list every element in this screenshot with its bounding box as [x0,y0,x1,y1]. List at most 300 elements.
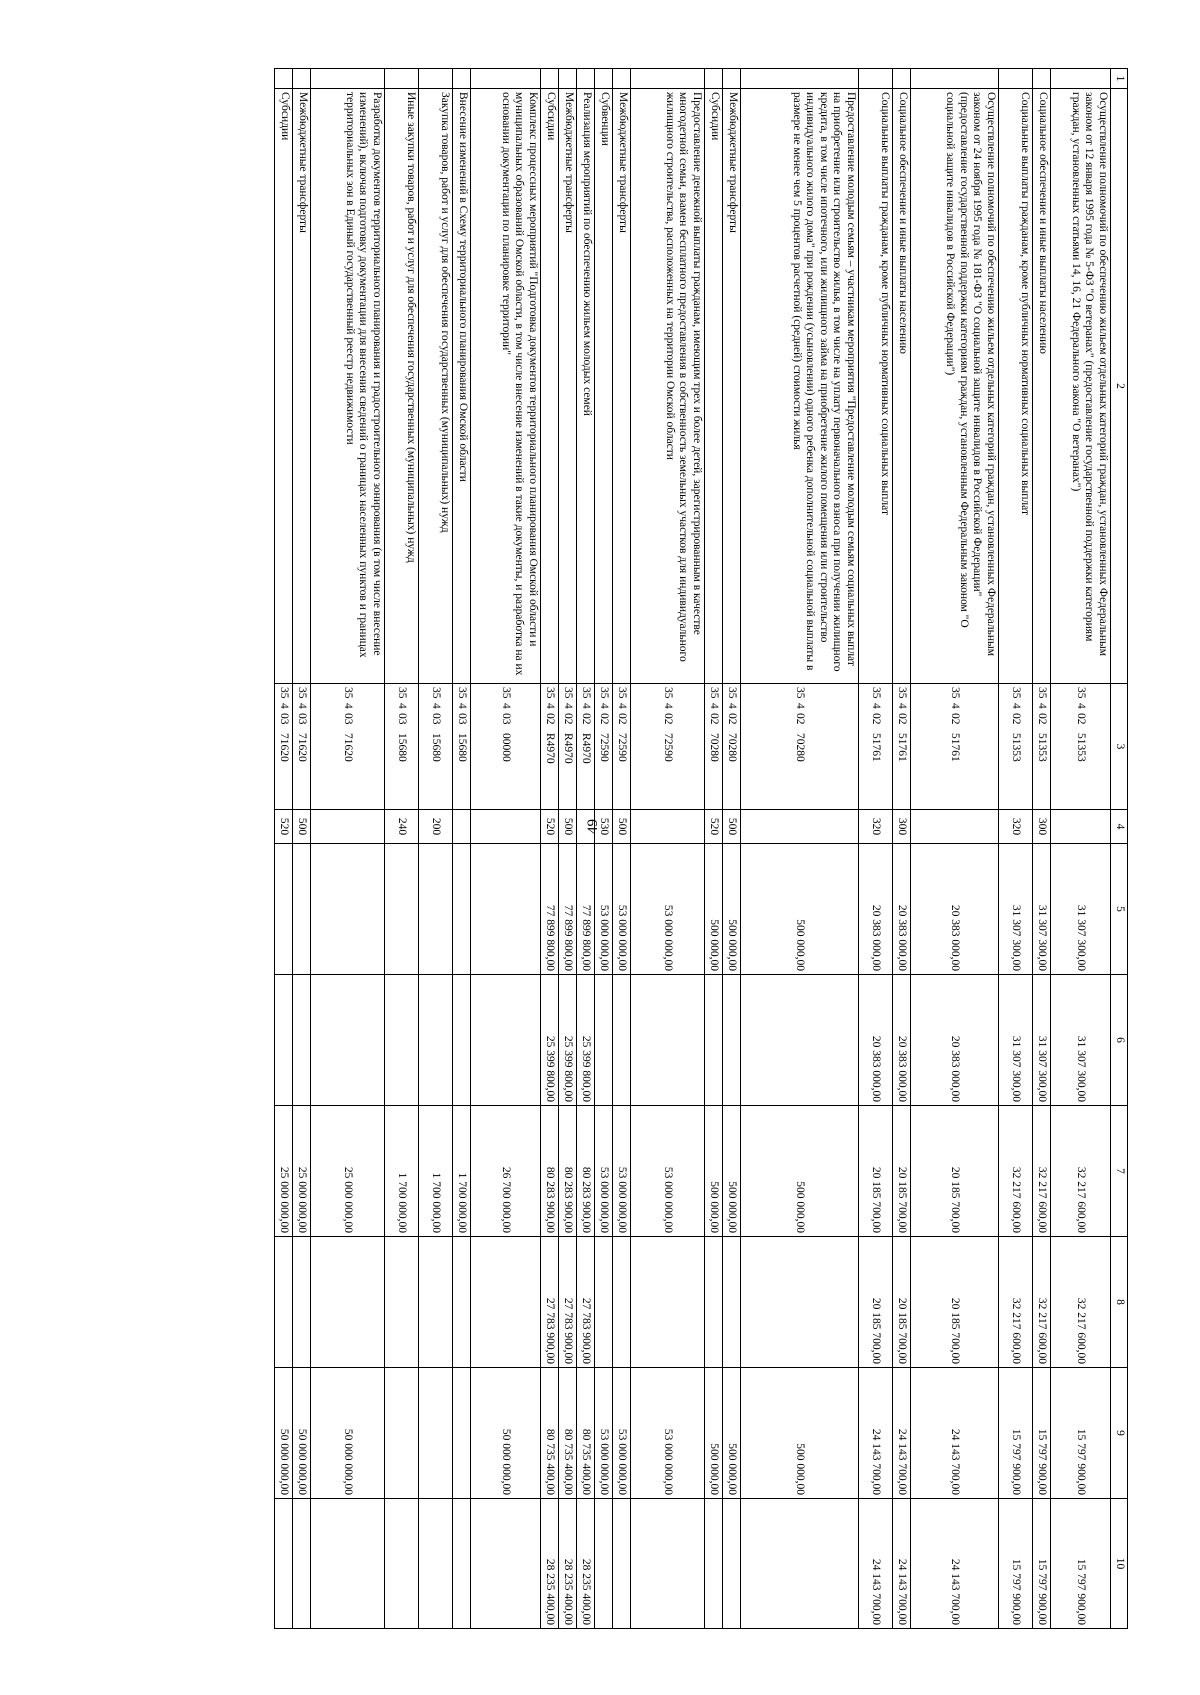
amount-cell-7: 25 000 000,00 [275,1106,293,1237]
expense-type-code: 500 [613,810,631,844]
code-part: 03 [278,713,291,725]
code-part: 70280 [794,733,807,762]
code-part: 4 [396,703,409,709]
amount-cell-10 [293,1499,311,1629]
code-part: 71620 [296,733,309,762]
budget-code [911,684,999,810]
code-part: 35 [598,687,611,699]
code-part: 02 [1075,713,1088,725]
budget-code [999,684,1033,810]
code-part: 51353 [1010,733,1023,762]
amount-cell-6: 25 399 800,00 [541,975,559,1106]
amount-cell-6: 25 399 800,00 [559,975,577,1106]
amount-cell-7: 32 217 600,00 [1051,1106,1111,1237]
budget-code [293,684,311,810]
expense-type-code: 320 [859,810,893,844]
table-row [471,69,541,1629]
table-row [705,69,723,1629]
amount-cell-10: 15 797 900,00 [1033,1499,1051,1629]
budget-code [577,684,595,810]
amount-cell-6: 31 307 300,00 [999,975,1033,1106]
row-number-cell [453,69,471,89]
code-part: 35 [456,687,469,699]
amount-cell-5 [293,844,311,975]
amount-cell-5 [453,844,471,975]
row-number-cell [1033,69,1051,89]
table-row [385,69,419,1629]
amount-cell-9: 80 735 400,00 [577,1368,595,1499]
row-name: Комплекс процессных мероприятий "Подготовка документов территориального планирования Омской области и муниципальных образований Омской области, в том числе внесение изменений в такие документы, и разработка на их основании документации по планировке территории" [471,89,541,684]
amount-cell-10: 28 235 400,00 [559,1499,577,1629]
code-part: 02 [870,713,883,725]
code-part: 4 [580,703,593,709]
code-part: 71620 [342,733,355,762]
budget-code [705,684,723,810]
budget-code [275,684,293,810]
code-part: 4 [456,703,469,709]
table-row [293,69,311,1629]
code-part: 4 [296,703,309,709]
amount-cell-10 [419,1499,453,1629]
row-name: Межбюджетные трансферты [613,89,631,684]
amount-cell-8: 20 185 700,00 [893,1237,911,1368]
amount-cell-6: 31 307 300,00 [1033,975,1051,1106]
row-number-cell [1051,69,1111,89]
amount-cell-6: 20 383 000,00 [911,975,999,1106]
amount-cell-8 [311,1237,385,1368]
amount-cell-7: 20 185 700,00 [859,1106,893,1237]
expense-type-code: 520 [541,810,559,844]
row-number-cell [559,69,577,89]
table-row [1051,69,1111,1629]
amount-cell-9: 80 735 400,00 [541,1368,559,1499]
amount-cell-10: 15 797 900,00 [1051,1499,1111,1629]
expense-type-code: 200 [419,810,453,844]
code-part: 51353 [1036,733,1049,762]
col-header-2: 2 [1111,89,1128,684]
amount-cell-7: 26 700 000,00 [471,1106,541,1237]
code-part: 70280 [708,733,721,762]
code-part: 72590 [616,733,629,762]
code-part: R4970 [580,733,593,764]
amount-cell-9: 50 000 000,00 [275,1368,293,1499]
code-part: 35 [562,687,575,699]
row-name: Предоставление молодым семьям – участникам мероприятия "Предоставление молодым семьям социальных выплат на приобретение или строительство жилья, в том числе на уплату первоначального взноса при получении жилищного кредита, в том числе ипотечного, или жилищного займа на приобретение жилого помещения или строительство индивидуального жилого дома" при рождении (усыновлении) одного ребенка дополнительной социальной выплаты в размере не менее чем 5 процентов расчетной (средней) стоимости жилья [741,89,859,684]
budget-code [311,684,385,810]
expense-type-code [577,810,595,844]
table-row [559,69,577,1629]
code-part: 51761 [896,733,909,762]
row-number-cell [999,69,1033,89]
amount-cell-10 [595,1499,613,1629]
amount-cell-7: 53 000 000,00 [613,1106,631,1237]
row-name: Межбюджетные трансферты [723,89,741,684]
code-part: 4 [562,703,575,709]
amount-cell-9: 15 797 900,00 [999,1368,1033,1499]
expense-type-code: 520 [275,810,293,844]
amount-cell-9: 53 000 000,00 [631,1368,705,1499]
amount-cell-6: 25 399 800,00 [577,975,595,1106]
row-name: Иные закупки товаров, работ и услуг для обеспечения государственных (муниципальных) нужд [385,89,419,684]
amount-cell-7: 500 000,00 [741,1106,859,1237]
budget-code [453,684,471,810]
amount-cell-9: 24 143 700,00 [911,1368,999,1499]
amount-cell-7: 1 700 000,00 [419,1106,453,1237]
code-part: 15680 [456,733,469,762]
amount-cell-10 [741,1499,859,1629]
row-name: Внесение изменений в Схему территориального планирования Омской области [453,89,471,684]
amount-cell-9: 50 000 000,00 [293,1368,311,1499]
amount-cell-5: 500 000,00 [723,844,741,975]
code-part: 70280 [726,733,739,762]
row-name: Закупка товаров, работ и услуг для обеспечения государственных (муниципальных) нужд [419,89,453,684]
budget-code [541,684,559,810]
code-part: 4 [662,703,675,709]
amount-cell-9: 80 735 400,00 [559,1368,577,1499]
amount-cell-6 [471,975,541,1106]
amount-cell-9: 50 000 000,00 [311,1368,385,1499]
row-name: Субвенции [595,89,613,684]
amount-cell-10 [471,1499,541,1629]
expense-type-code: 300 [893,810,911,844]
code-part: 4 [342,703,355,709]
budget-table [274,68,1128,1629]
table-row [723,69,741,1629]
row-name: Осуществление полномочий по обеспечению жильем отдельных категорий граждан, установленных Федеральным законом от 24 ноября 1995 года № 181-ФЗ "О социальной защите инвалидов в Российской Федерации" (предоставление государственной поддержки категориям граждан, установленным Федеральным законом "О социальной защите инвалидов в Российской Федерации") [911,89,999,684]
row-name: Субсидии [541,89,559,684]
amount-cell-9: 500 000,00 [723,1368,741,1499]
code-part: 51761 [949,733,962,762]
code-part: 03 [430,713,443,725]
row-number-cell [631,69,705,89]
code-part: 72590 [662,733,675,762]
code-part: 35 [580,687,593,699]
expense-type-code: 500 [723,810,741,844]
row-number-cell [541,69,559,89]
row-number-cell [705,69,723,89]
row-number-cell [385,69,419,89]
amount-cell-7: 32 217 600,00 [999,1106,1033,1237]
amount-cell-7: 80 283 900,00 [559,1106,577,1237]
row-number-cell [741,69,859,89]
code-part: 02 [708,713,721,725]
amount-cell-7: 500 000,00 [705,1106,723,1237]
amount-cell-7: 32 217 600,00 [1033,1106,1051,1237]
amount-cell-7: 53 000 000,00 [631,1106,705,1237]
amount-cell-6 [631,975,705,1106]
amount-cell-5 [471,844,541,975]
code-part: 02 [544,713,557,725]
budget-code [893,684,911,810]
row-name: Социальное обеспечение и иные выплаты населению [893,89,911,684]
row-number-cell [911,69,999,89]
code-part: 35 [726,687,739,699]
code-part: R4970 [544,733,557,764]
amount-cell-7: 80 283 900,00 [541,1106,559,1237]
code-part: 35 [396,687,409,699]
row-name: Реализация мероприятий по обеспечению жильем молодых семей [577,89,595,684]
expense-type-code [1051,810,1111,844]
amount-cell-8: 27 783 900,00 [541,1237,559,1368]
code-part: R4970 [562,733,575,764]
amount-cell-5: 77 899 800,00 [541,844,559,975]
amount-cell-10: 15 797 900,00 [999,1499,1033,1629]
code-part: 03 [296,713,309,725]
code-part: 4 [1036,703,1049,709]
code-part: 02 [794,713,807,725]
code-part: 02 [616,713,629,725]
expense-type-code: 500 [559,810,577,844]
col-header-9: 9 [1111,1368,1128,1499]
row-name: Предоставление денежной выплаты гражданам, имеющим трех и более детей, зарегистрированным в качестве многодетной семьи, взамен бесплатного предоставления в собственность земельных участков для индивидуального жилищного строительства, расположенных на территории Омской области [631,89,705,684]
code-part: 4 [1075,703,1088,709]
amount-cell-10: 24 143 700,00 [893,1499,911,1629]
amount-cell-9: 500 000,00 [741,1368,859,1499]
table-row [911,69,999,1629]
amount-cell-10 [453,1499,471,1629]
amount-cell-6: 20 383 000,00 [893,975,911,1106]
amount-cell-10 [385,1499,419,1629]
expense-type-code [311,810,385,844]
amount-cell-6: 20 383 000,00 [859,975,893,1106]
code-part: 4 [708,703,721,709]
amount-cell-8 [453,1237,471,1368]
code-part: 35 [949,687,962,699]
amount-cell-6: 31 307 300,00 [1051,975,1111,1106]
code-part: 35 [870,687,883,699]
amount-cell-8 [293,1237,311,1368]
amount-cell-9: 50 000 000,00 [471,1368,541,1499]
budget-code [1033,684,1051,810]
amount-cell-6 [453,975,471,1106]
amount-cell-5 [311,844,385,975]
row-number-cell [311,69,385,89]
code-part: 72590 [598,733,611,762]
budget-code [471,684,541,810]
amount-cell-8 [385,1237,419,1368]
amount-cell-10 [311,1499,385,1629]
amount-cell-8 [705,1237,723,1368]
code-part: 02 [598,713,611,725]
table-row [893,69,911,1629]
code-part: 35 [296,687,309,699]
amount-cell-5: 53 000 000,00 [613,844,631,975]
amount-cell-9: 500 000,00 [705,1368,723,1499]
code-part: 02 [1010,713,1023,725]
code-part: 02 [949,713,962,725]
amount-cell-5: 20 383 000,00 [911,844,999,975]
amount-cell-8 [471,1237,541,1368]
code-part: 35 [1036,687,1049,699]
table-row [613,69,631,1629]
amount-cell-8 [723,1237,741,1368]
row-number-cell [859,69,893,89]
amount-cell-10: 24 143 700,00 [911,1499,999,1629]
budget-code [631,684,705,810]
amount-cell-8 [419,1237,453,1368]
budget-code [723,684,741,810]
row-number-cell [471,69,541,89]
code-part: 02 [726,713,739,725]
code-part: 02 [1036,713,1049,725]
code-part: 00000 [500,733,513,762]
code-part: 15680 [430,733,443,762]
code-part: 35 [278,687,291,699]
amount-cell-6 [705,975,723,1106]
code-part: 15680 [396,733,409,762]
amount-cell-10 [613,1499,631,1629]
code-part: 4 [278,703,291,709]
row-name: Социальное обеспечение и иные выплаты населению [1033,89,1051,684]
code-part: 03 [456,713,469,725]
expense-type-code [911,810,999,844]
code-part: 71620 [278,733,291,762]
row-number-cell [723,69,741,89]
budget-code [741,684,859,810]
code-part: 35 [500,687,513,699]
amount-cell-7: 20 185 700,00 [911,1106,999,1237]
code-part: 51353 [1075,733,1088,762]
code-part: 4 [870,703,883,709]
code-part: 4 [544,703,557,709]
code-part: 02 [562,713,575,725]
col-header-10: 10 [1111,1499,1128,1629]
code-part: 4 [726,703,739,709]
row-number-cell [419,69,453,89]
code-part: 35 [794,687,807,699]
amount-cell-10 [631,1499,705,1629]
table-row [311,69,385,1629]
amount-cell-10 [275,1499,293,1629]
code-part: 03 [396,713,409,725]
row-name: Осуществление полномочий по обеспечению жильем отдельных категорий граждан, установленных Федеральным законом от 12 января 1995 года № 5-ФЗ "О ветеранах" (предоставление государственной поддержки категориям граждан, установленных статьями 14, 16, 21 Федерального закона "О ветеранах") [1051,89,1111,684]
table-row [741,69,859,1629]
amount-cell-8: 27 783 900,00 [577,1237,595,1368]
amount-cell-7: 80 283 900,00 [577,1106,595,1237]
expense-type-code [741,810,859,844]
amount-cell-10: 28 235 400,00 [541,1499,559,1629]
row-name: Межбюджетные трансферты [559,89,577,684]
amount-cell-5 [419,844,453,975]
code-part: 35 [1010,687,1023,699]
budget-code [859,684,893,810]
amount-cell-9: 24 143 700,00 [893,1368,911,1499]
amount-cell-6 [419,975,453,1106]
expense-type-code: 300 [1033,810,1051,844]
amount-cell-8 [631,1237,705,1368]
col-header-5: 5 [1111,844,1128,975]
amount-cell-10 [723,1499,741,1629]
amount-cell-10: 24 143 700,00 [859,1499,893,1629]
expense-type-code: 520 [705,810,723,844]
code-part: 4 [598,703,611,709]
amount-cell-5: 500 000,00 [741,844,859,975]
amount-cell-9: 15 797 900,00 [1051,1368,1111,1499]
table-row [453,69,471,1629]
expense-type-code [631,810,705,844]
amount-cell-10: 28 235 400,00 [577,1499,595,1629]
amount-cell-6 [741,975,859,1106]
code-part: 35 [342,687,355,699]
amount-cell-5: 53 000 000,00 [595,844,613,975]
amount-cell-9 [385,1368,419,1499]
row-number-cell [893,69,911,89]
row-name: Межбюджетные трансферты [293,89,311,684]
table-row [999,69,1033,1629]
amount-cell-8: 20 185 700,00 [911,1237,999,1368]
amount-cell-5: 31 307 300,00 [1051,844,1111,975]
amount-cell-8: 27 783 900,00 [559,1237,577,1368]
col-header-1: 1 [1111,69,1128,89]
amount-cell-9: 53 000 000,00 [613,1368,631,1499]
code-part: 35 [1075,687,1088,699]
amount-cell-9: 15 797 900,00 [1033,1368,1051,1499]
code-part: 02 [580,713,593,725]
row-number-cell [275,69,293,89]
amount-cell-6 [275,975,293,1106]
amount-cell-8: 32 217 600,00 [1051,1237,1111,1368]
code-part: 4 [896,703,909,709]
budget-code [613,684,631,810]
col-header-4: 4 [1111,810,1128,844]
table-row [541,69,559,1629]
amount-cell-5: 31 307 300,00 [999,844,1033,975]
code-part: 4 [1010,703,1023,709]
col-header-8: 8 [1111,1237,1128,1368]
row-number-cell [595,69,613,89]
amount-cell-7: 1 700 000,00 [385,1106,419,1237]
row-name: Разработка документов территориального планирования и градостроительного зонирования (в том числе внесение изменений), включая подготовку документации для внесения сведений о границах населенных пунктов и границах территориальных зон в Единый государственный реестр недвижимости [311,89,385,684]
budget-code [1051,684,1111,810]
amount-cell-8 [741,1237,859,1368]
amount-cell-5: 20 383 000,00 [859,844,893,975]
amount-cell-8 [595,1237,613,1368]
code-part: 35 [430,687,443,699]
code-part: 51761 [870,733,883,762]
amount-cell-8 [275,1237,293,1368]
code-part: 4 [616,703,629,709]
row-number-cell [577,69,595,89]
row-name: Социальные выплаты гражданам, кроме публичных нормативных социальных выплат [859,89,893,684]
amount-cell-7: 53 000 000,00 [595,1106,613,1237]
budget-code [595,684,613,810]
expense-type-code [453,810,471,844]
amount-cell-7: 500 000,00 [723,1106,741,1237]
budget-code [559,684,577,810]
amount-cell-5: 500 000,00 [705,844,723,975]
amount-cell-5: 20 383 000,00 [893,844,911,975]
expense-type-code: 500 [293,810,311,844]
amount-cell-8: 32 217 600,00 [999,1237,1033,1368]
code-part: 35 [708,687,721,699]
amount-cell-6 [293,975,311,1106]
amount-cell-10 [705,1499,723,1629]
amount-cell-9: 53 000 000,00 [595,1368,613,1499]
col-header-3: 3 [1111,684,1128,810]
table-row [859,69,893,1629]
expense-type-code [471,810,541,844]
code-part: 4 [430,703,443,709]
budget-code [419,684,453,810]
code-part: 02 [896,713,909,725]
amount-cell-6 [385,975,419,1106]
row-name: Субсидии [275,89,293,684]
amount-cell-9 [419,1368,453,1499]
col-header-6: 6 [1111,975,1128,1106]
table-body [275,69,1111,1629]
table-row [595,69,613,1629]
code-part: 4 [794,703,807,709]
